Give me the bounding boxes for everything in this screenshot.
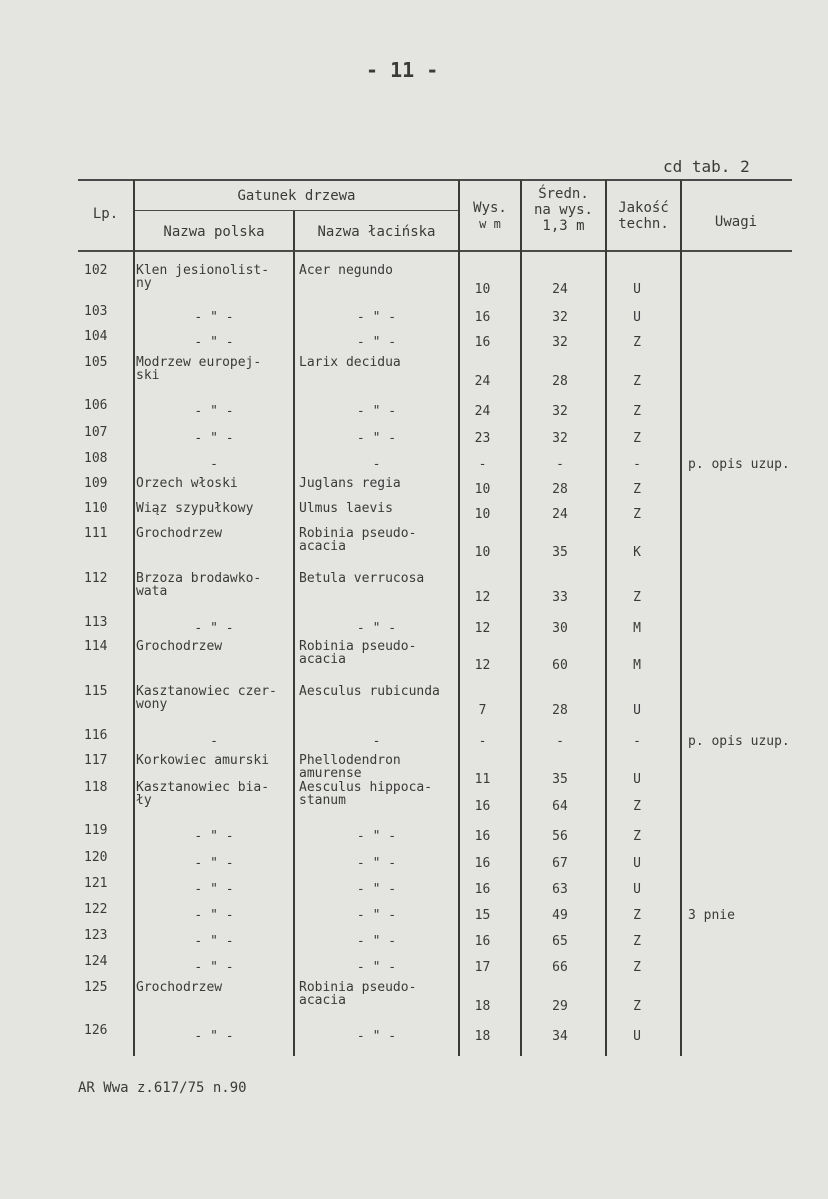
quality-value: Z <box>633 404 641 419</box>
polish-name: - " - <box>194 1029 234 1044</box>
diameter-value: 30 <box>552 621 568 636</box>
row-number: 110 <box>84 501 108 516</box>
diameter-value: 28 <box>552 703 568 718</box>
diameter-value: 64 <box>552 799 568 814</box>
column-divider <box>680 180 682 1056</box>
height-value: 11 <box>474 772 491 787</box>
height-value: 15 <box>474 908 491 923</box>
height-value: 18 <box>474 999 491 1014</box>
polish-name: wony <box>136 697 168 712</box>
quality-value: U <box>633 282 641 297</box>
diameter-value: 49 <box>552 908 568 923</box>
height-value: 16 <box>474 829 491 844</box>
row-number: 113 <box>84 615 108 630</box>
latin-name: - " - <box>356 960 397 975</box>
remarks-value: p. opis uzup. <box>688 457 790 472</box>
height-value: 7 <box>478 703 487 718</box>
latin-name: - " - <box>356 1029 397 1044</box>
quality-value: Z <box>633 934 641 949</box>
diameter-value: 33 <box>552 590 568 605</box>
polish-name: Orzech włoski <box>136 476 238 491</box>
height-value: 16 <box>474 882 491 897</box>
height-value: 18 <box>474 1029 491 1044</box>
polish-name: Kasztanowiec bia- <box>136 780 270 795</box>
row-number: 117 <box>84 753 108 768</box>
height-value: 16 <box>474 856 491 871</box>
polish-name: - " - <box>194 621 234 636</box>
polish-name: ły <box>136 793 152 808</box>
diameter-value: 65 <box>552 934 568 949</box>
latin-name: - <box>372 457 381 472</box>
latin-name: Betula verrucosa <box>299 571 425 586</box>
polish-name: - " - <box>194 960 234 975</box>
height-value: 23 <box>474 431 491 446</box>
latin-name: - " - <box>356 829 397 844</box>
quality-value: Z <box>633 590 641 605</box>
header-height-line2: w m <box>479 217 501 231</box>
diameter-value: 24 <box>552 282 568 297</box>
header-bottom-rule <box>78 250 792 252</box>
latin-name: - <box>372 734 381 749</box>
quality-value: M <box>633 621 641 636</box>
height-value: 24 <box>474 374 491 389</box>
height-value: - <box>478 734 487 749</box>
latin-name: - " - <box>356 934 397 949</box>
row-number: 107 <box>84 425 108 440</box>
latin-name: Robinia pseudo- <box>299 980 417 995</box>
polish-name: Grochodrzew <box>136 980 223 995</box>
diameter-value: 67 <box>552 856 568 871</box>
latin-name: - " - <box>356 404 397 419</box>
diameter-value: 24 <box>552 507 568 522</box>
polish-name: - " - <box>194 829 234 844</box>
latin-name: Robinia pseudo- <box>299 639 417 654</box>
quality-value: Z <box>633 799 641 814</box>
remarks-value: 3 pnie <box>688 908 735 923</box>
height-value: 16 <box>474 934 491 949</box>
quality-value: U <box>633 856 641 871</box>
polish-name: Brzoza brodawko- <box>136 571 262 586</box>
polish-name: - " - <box>194 404 234 419</box>
diameter-value: 28 <box>552 482 568 497</box>
latin-name: acacia <box>299 993 346 1008</box>
polish-name: - " - <box>194 310 234 325</box>
row-number: 102 <box>84 263 108 278</box>
latin-name: Acer negundo <box>299 263 393 278</box>
height-value: 16 <box>474 799 491 814</box>
polish-name: wata <box>136 584 168 599</box>
diameter-value: 28 <box>552 374 568 389</box>
latin-name: Ulmus laevis <box>299 501 393 516</box>
quality-value: K <box>633 545 641 560</box>
quality-value: U <box>633 772 641 787</box>
quality-value: U <box>633 310 641 325</box>
diameter-value: 32 <box>552 431 568 446</box>
header-height-line1: Wys. <box>473 200 507 216</box>
polish-name: - " - <box>194 908 234 923</box>
diameter-value: 60 <box>552 658 568 673</box>
polish-name: Kasztanowiec czer- <box>136 684 277 699</box>
quality-value: Z <box>633 999 641 1014</box>
latin-name: - " - <box>356 908 397 923</box>
quality-value: Z <box>633 507 641 522</box>
height-value: 10 <box>474 482 491 497</box>
header-quality <box>607 200 680 232</box>
polish-name: - " - <box>194 856 234 871</box>
diameter-value: - <box>556 457 564 472</box>
quality-value: Z <box>633 482 641 497</box>
latin-name: - " - <box>356 621 397 636</box>
quality-value: U <box>633 1029 641 1044</box>
polish-name: ski <box>136 368 160 383</box>
row-number: 109 <box>84 476 108 491</box>
polish-name: - " - <box>194 882 234 897</box>
row-number: 118 <box>84 780 108 795</box>
latin-name: Larix decidua <box>299 355 401 370</box>
height-value: 12 <box>474 621 491 636</box>
latin-name: - " - <box>356 310 397 325</box>
row-number: 115 <box>84 684 108 699</box>
row-number: 106 <box>84 398 108 413</box>
quality-value: Z <box>633 335 641 350</box>
polish-name: - " - <box>194 335 234 350</box>
row-number: 120 <box>84 850 108 865</box>
row-number: 121 <box>84 876 108 891</box>
quality-value: U <box>633 882 641 897</box>
quality-value: U <box>633 703 641 718</box>
row-number: 123 <box>84 928 108 943</box>
polish-name: - " - <box>194 431 234 446</box>
polish-name: Korkowiec amurski <box>136 753 270 768</box>
diameter-value: 32 <box>552 335 568 350</box>
latin-name: Aesculus hippoca- <box>299 780 433 795</box>
quality-value: Z <box>633 908 641 923</box>
latin-name: - " - <box>356 882 397 897</box>
quality-value: - <box>633 457 641 472</box>
row-number: 111 <box>84 526 108 541</box>
row-number: 104 <box>84 329 108 344</box>
latin-name: Juglans regia <box>299 476 401 491</box>
polish-name: - <box>210 457 218 472</box>
polish-name: - <box>210 734 218 749</box>
polish-name: Klen jesionolist- <box>136 263 270 278</box>
polish-name: - " - <box>194 934 234 949</box>
height-value: 17 <box>474 960 491 975</box>
table-caption: cd tab. 2 <box>663 157 750 176</box>
height-value: 12 <box>474 658 491 673</box>
diameter-value: - <box>556 734 564 749</box>
quality-value: - <box>633 734 641 749</box>
header-sub-rule <box>135 210 458 211</box>
diameter-value: 34 <box>552 1029 568 1044</box>
quality-value: Z <box>633 960 641 975</box>
height-value: 16 <box>474 310 491 325</box>
latin-name: Robinia pseudo- <box>299 526 417 541</box>
quality-value: Z <box>633 431 641 446</box>
polish-name: Wiąz szypułkowy <box>136 501 254 516</box>
diameter-value: 32 <box>552 404 568 419</box>
latin-name: Aesculus rubicunda <box>299 684 440 699</box>
header-diameter <box>522 186 605 234</box>
latin-name: acacia <box>299 539 346 554</box>
row-number: 114 <box>84 639 108 654</box>
diameter-value: 63 <box>552 882 568 897</box>
quality-value: Z <box>633 829 641 844</box>
row-number: 125 <box>84 980 108 995</box>
latin-name: - " - <box>356 335 397 350</box>
header-quality-line2: techn. <box>618 216 669 232</box>
header-remarks: Uwagi <box>714 214 758 230</box>
page-number: - 11 - <box>366 58 439 82</box>
row-number: 112 <box>84 571 108 586</box>
diameter-value: 35 <box>552 545 568 560</box>
polish-name: ny <box>136 276 152 291</box>
latin-name: Phellodendron <box>299 753 401 768</box>
latin-name: - " - <box>356 856 397 871</box>
diameter-value: 56 <box>552 829 568 844</box>
height-value: - <box>478 457 487 472</box>
header-diameter-line3: 1,3 m <box>542 218 585 234</box>
header-diameter-line2: na wys. <box>533 202 593 218</box>
header-lp: Lp. <box>92 206 119 222</box>
header-species: Gatunek drzewa <box>237 188 356 204</box>
remarks-value: p. opis uzup. <box>688 734 790 749</box>
row-number: 122 <box>84 902 108 917</box>
height-value: 16 <box>474 335 491 350</box>
row-number: 124 <box>84 954 108 969</box>
latin-name: stanum <box>299 793 346 808</box>
latin-name: amurense <box>299 766 362 781</box>
height-value: 10 <box>474 282 491 297</box>
header-quality-line1: Jakość <box>618 200 669 216</box>
height-value: 10 <box>474 545 491 560</box>
latin-name: - " - <box>356 431 397 446</box>
row-number: 108 <box>84 451 108 466</box>
latin-name: acacia <box>299 652 346 667</box>
header-latin-name: Nazwa łacińska <box>317 224 436 240</box>
row-number: 119 <box>84 823 108 838</box>
diameter-value: 32 <box>552 310 568 325</box>
polish-name: Modrzew europej- <box>136 355 262 370</box>
table-top-rule <box>78 179 792 181</box>
row-number: 116 <box>84 728 108 743</box>
diameter-value: 29 <box>552 999 568 1014</box>
diameter-value: 35 <box>552 772 568 787</box>
row-number: 105 <box>84 355 108 370</box>
height-value: 10 <box>474 507 491 522</box>
quality-value: M <box>633 658 641 673</box>
polish-name: Grochodrzew <box>136 526 223 541</box>
row-number: 126 <box>84 1023 108 1038</box>
archive-signature: AR Wwa z.617/75 n.90 <box>78 1080 247 1096</box>
diameter-value: 66 <box>552 960 568 975</box>
header-height <box>460 200 520 232</box>
height-value: 24 <box>474 404 491 419</box>
row-number: 103 <box>84 304 108 319</box>
height-value: 12 <box>474 590 491 605</box>
polish-name: Grochodrzew <box>136 639 223 654</box>
header-polish-name: Nazwa polska <box>163 224 265 240</box>
header-diameter-line1: Średn. <box>538 186 589 202</box>
quality-value: Z <box>633 374 641 389</box>
